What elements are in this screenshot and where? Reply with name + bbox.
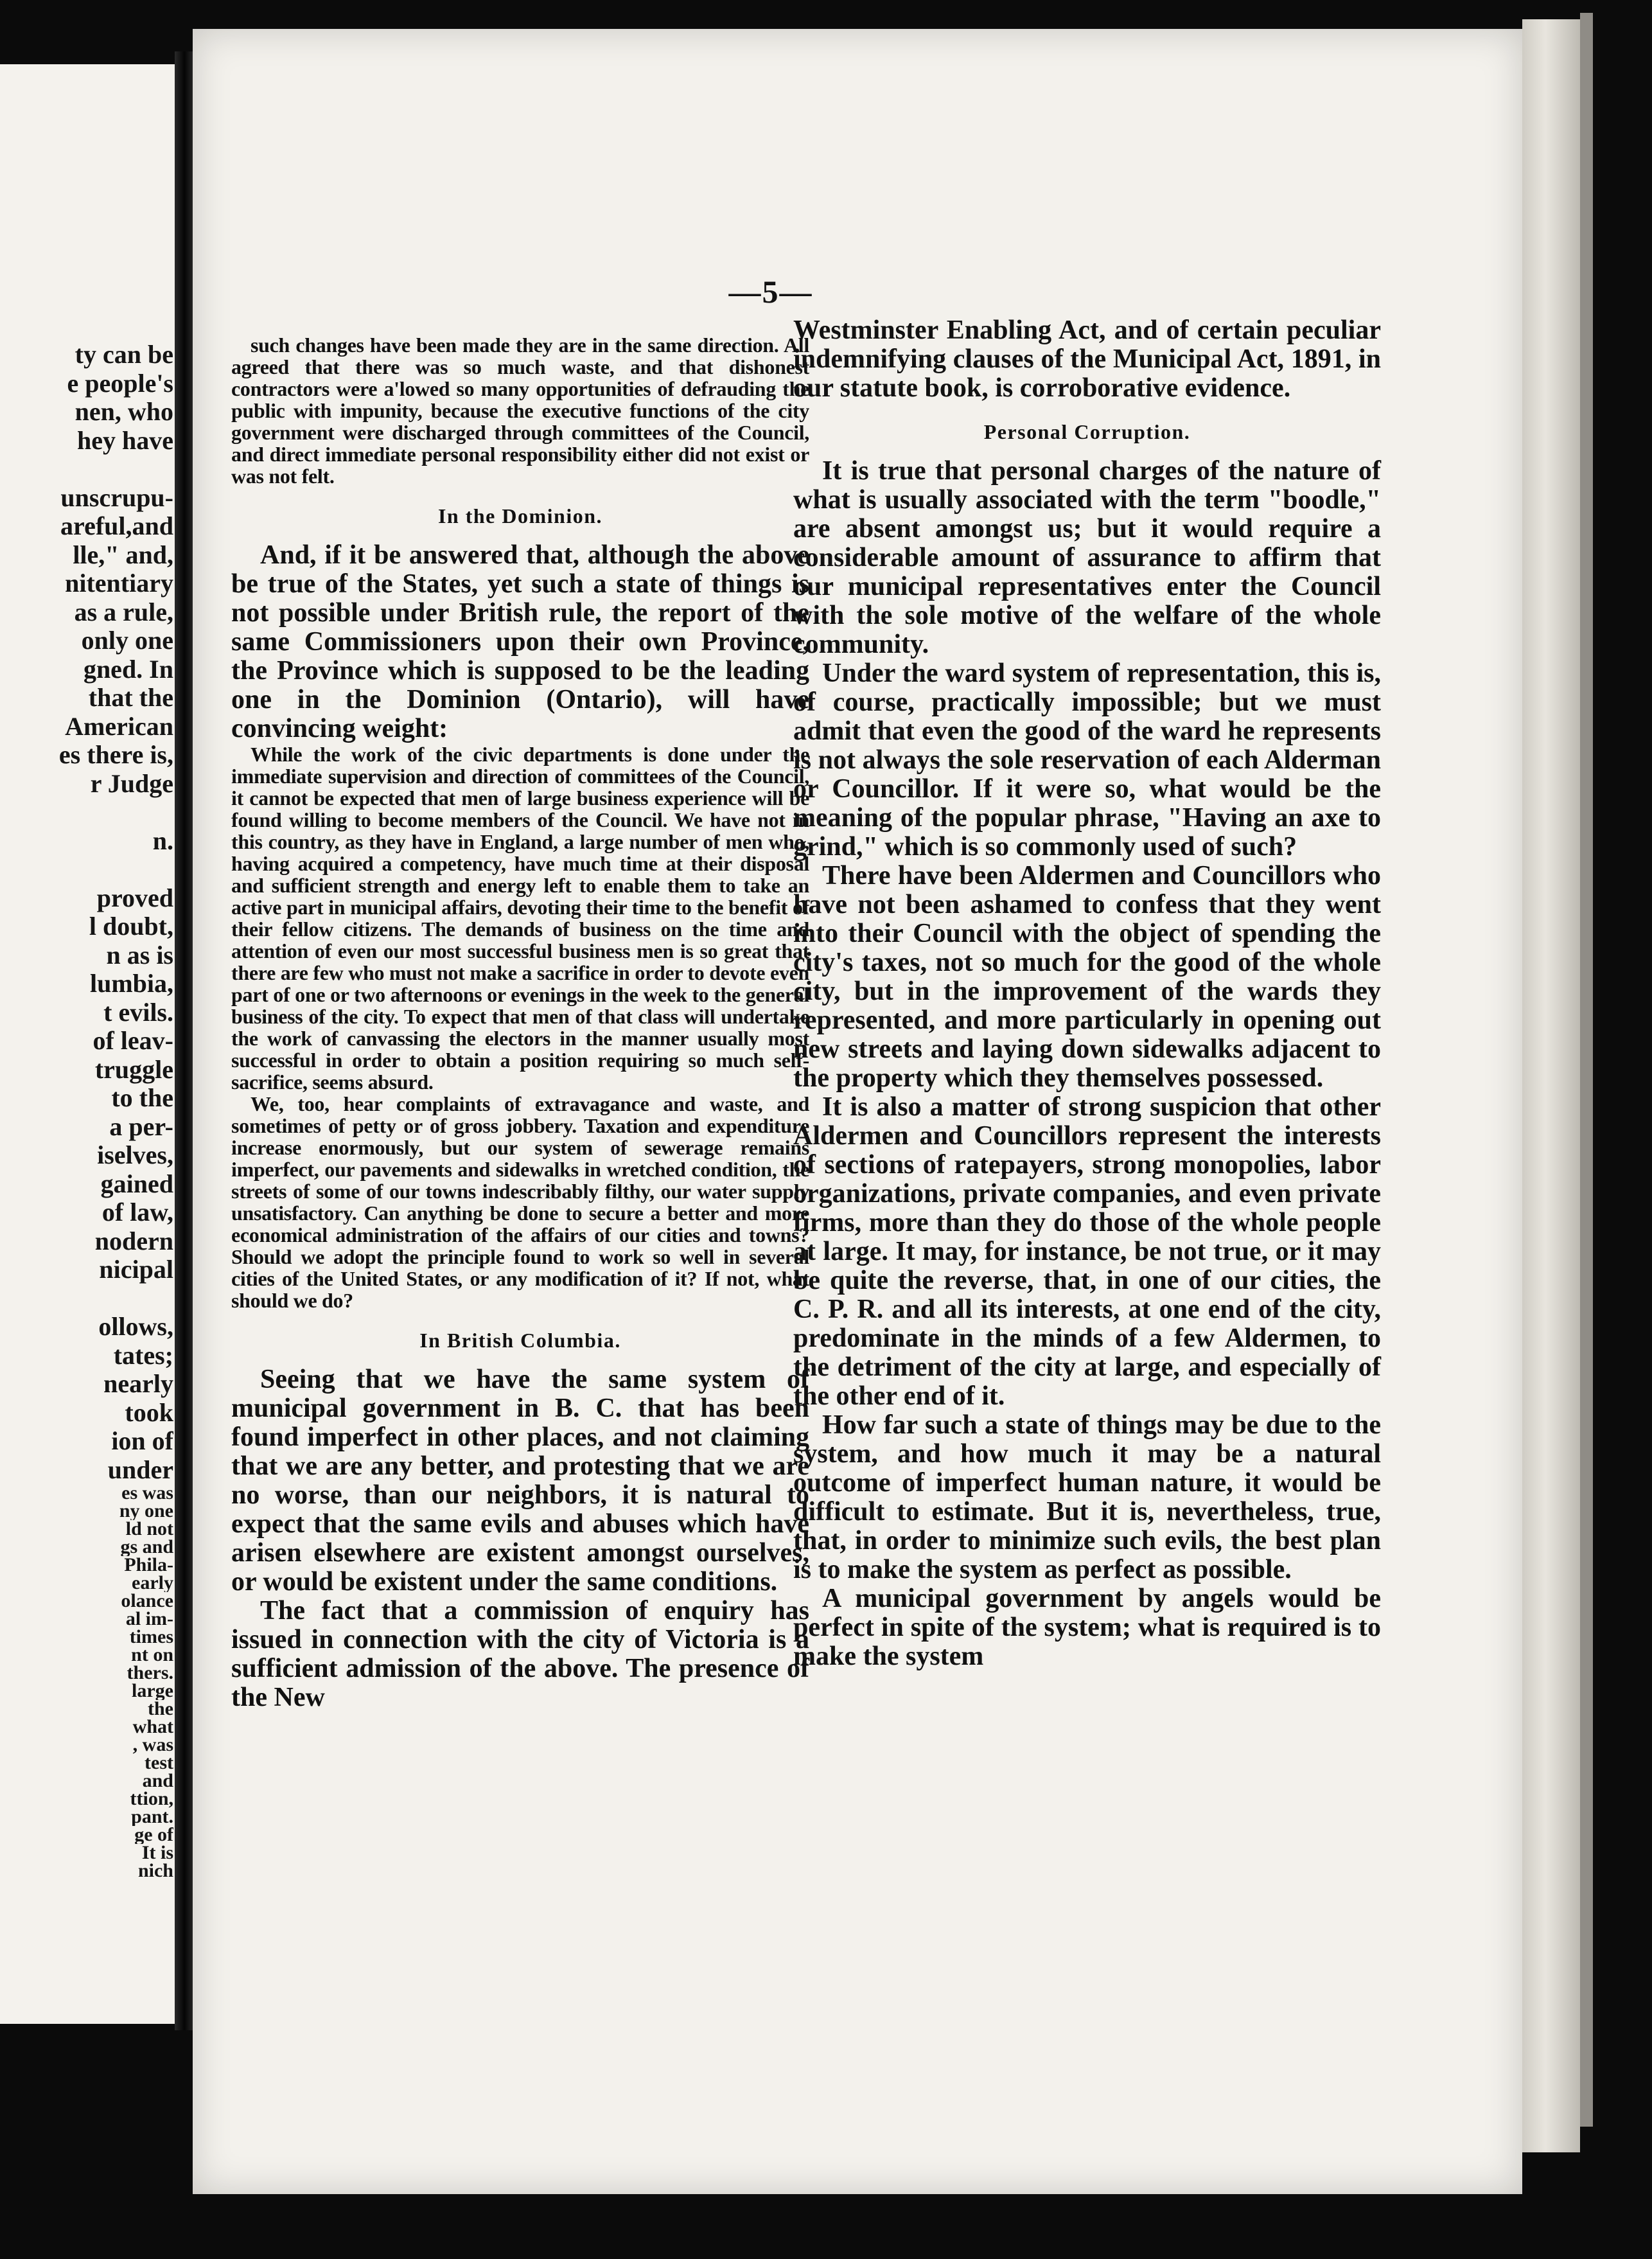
left-page-line: n as is xyxy=(106,941,173,970)
left-page-small-line: what xyxy=(132,1718,173,1736)
left-page-line: nicipal xyxy=(99,1255,173,1284)
left-page-small-line: test xyxy=(145,1754,173,1772)
left-page-line: of law, xyxy=(101,1198,173,1227)
left-page-small-line: times xyxy=(129,1628,173,1646)
page-edge xyxy=(1522,19,1580,2152)
left-page-small-line: es was xyxy=(121,1484,173,1502)
left-page-small-line: gs and xyxy=(120,1538,173,1556)
left-page-line: only one xyxy=(81,626,173,655)
left-page-line: iselves, xyxy=(97,1141,173,1169)
left-page-line: a per- xyxy=(109,1112,173,1141)
left-page-line: gned. In xyxy=(83,655,173,684)
left-page-line: under xyxy=(107,1455,173,1484)
left-page-line: to the xyxy=(111,1084,173,1112)
left-page-text xyxy=(0,341,173,1880)
left-page-line: that the xyxy=(88,684,173,712)
left-page-line: ollows, xyxy=(98,1313,173,1341)
left-page-line: nitentiary xyxy=(65,569,173,598)
left-page-line: proved xyxy=(96,883,173,912)
left-page-small-line: ttion, xyxy=(130,1790,173,1808)
left-page-line: e people's xyxy=(67,369,173,398)
left-page-line: of leav- xyxy=(92,1027,173,1055)
left-page-line xyxy=(0,1284,173,1313)
heading-british-columbia: In British Columbia. xyxy=(419,1329,621,1352)
heading-personal-corruption: Personal Corruption. xyxy=(983,420,1191,443)
left-page-line: American xyxy=(65,712,173,741)
left-page-small-line: thers. xyxy=(127,1664,173,1682)
left-page-small-line: pant. xyxy=(131,1808,173,1826)
left-facing-page xyxy=(0,64,180,2024)
dominion-paragraph: And, if it be answered that, although the above be true of the States, yet such a state of things is not possible under British rule, the report of the same Commissioners upon their own Province, the Province which is supposed to be the leading one in the Dominion (Ontario), will have convincing weight: xyxy=(231,540,809,743)
left-page-line: es there is, xyxy=(58,741,173,769)
left-page-small-line: Phila- xyxy=(124,1556,173,1574)
left-page-line: nen, who xyxy=(75,398,173,426)
left-page-line: truggle xyxy=(94,1055,173,1084)
left-column xyxy=(231,334,809,1712)
ontario-quote: While the work of the civic departments is done under the immediate supervision and direction of committees of the Council, it cannot be expected that men of large business experience will be found willing to become members of the Council. We have not in this country, as they have in England, a large number of men who, having acquired a competency, have much time at their disposal and sufficient strength and energy left to enable them to take an active part in municipal affairs, devoting their time to the benefit of their fellow citizens. The demands of business on the time and attention of even our most successful business men is so great that there are few who must not make a sacrifice in order to devote even part of one or two afternoons or evenings in the week to the general business of the city. To expect that men of that class will undertake the work of canvassing the electors in the manner usually most successful in order to obtain a position requiring so much self-sacrifice, seems absurd. We, too, hear complaints of extravagance and waste, and sometimes of petty or of gross jobbery. Taxation and expenditure increase enormously, but our system of sewerage remains imperfect, our pavements and sidewalks in wretched condition, the streets of some of our towns indescribably filthy, our water supply unsatisfactory. Can anything be done to secure a better and more economical administration of the affairs of our cities and towns? Should we adopt the principle found to work so well in several cities of the United States, or any modification of it? If not, what should we do? xyxy=(231,743,809,1312)
right-column xyxy=(793,316,1381,1671)
left-page-line: r Judge xyxy=(90,769,173,798)
left-page-small-line: nt on xyxy=(131,1646,173,1664)
left-page-line: as a rule, xyxy=(74,598,173,626)
left-page-small-line: large xyxy=(132,1682,173,1700)
left-page-small-line: , was xyxy=(132,1736,173,1754)
left-page-small-line: and xyxy=(142,1772,173,1790)
left-page-small-line: the xyxy=(148,1700,173,1718)
corruption-paragraphs: It is true that personal charges of the nature of what is usually associated with the term "boodle," are absent amongst us; but it would require a considerable amount of assurance to affirm that our municipal representatives enter the Council with the sole motive of the welfare of the whole community. Under the ward system of representation, this is, of course, practically impossible; but we must admit that even the good of the ward he represents is not always the sole reservation of each Alderman or Councillor. If it were so, what would be the meaning of the popular phrase, "Having an axe to grind," which is so commonly used of such? There have been Aldermen and Councillors who have not been ashamed to confess that they went into their Council with the object of spending the city's taxes, not so much for the good of the whole city, but in the improvement of the wards they represented, and more particularly in opening out new streets and laying down sidewalks adjacent to the property which they themselves possessed. It is also a matter of strong suspicion that other Aldermen and Councillors represent the interests of sections of ratepayers, strong monopolies, labor organizations, private companies, and even private firms, more than they do those of the whole people at large. It may, for instance, be not true, or it may be quite the reverse, that, in one of our cities, the C. P. R. and all its interests, at one end of the city, predominate in the minds of a few Aldermen, to the detriment of the city at large, and especially of the other end of it. How far such a state of things may be due to the system, and how much it may be a natural outcome of imperfect human nature, it would be difficult to estimate. But it is, nevertheless, true, that, in order to minimize such evils, the best plan is to make the system as perfect as possible. A municipal government by angels would be perfect in spite of the system; what is required is to make the system xyxy=(793,456,1381,1671)
left-page-small-line: early xyxy=(132,1574,173,1592)
left-page-line: took xyxy=(125,1398,173,1427)
page-number: —5— xyxy=(728,274,813,310)
intro-small-text: such changes have been made they are in the same direction. All agreed that there was so much waste, and that dishonest contractors were a'lowed so many opportunities of defrauding the public with impunity, because the executive functions of the city government were discharged through committees of the Council, and direct immediate personal responsibility either did not exist or was not felt. xyxy=(231,333,809,488)
left-page-line xyxy=(0,855,173,884)
left-page-line: nodern xyxy=(94,1227,173,1255)
left-page-line xyxy=(0,455,173,484)
left-page-line xyxy=(0,798,173,827)
left-page-line: gained xyxy=(100,1169,173,1198)
bc-paragraphs: Seeing that we have the same system of municipal government in B. C. that has been found imperfect in other places, and not claiming that we are any better, and protesting that we are no worse, than our neighbors, it is natural to expect that the same evils and abuses which have arisen elsewhere are existent amongst ourselves, or would be existent under the same conditions. The fact that a commission of enquiry has issued in connection with the city of Victoria is a sufficient admission of the above. The presence of the New xyxy=(231,1365,809,1712)
left-page-line: n. xyxy=(152,826,173,855)
left-page-small-line: olance xyxy=(121,1592,173,1610)
left-page-line: lle," and, xyxy=(73,540,173,569)
heading-dominion: In the Dominion. xyxy=(437,504,603,527)
page-edge-shadow xyxy=(1580,13,1593,2127)
left-page-small-line: ld not xyxy=(125,1520,173,1538)
left-page-line: nearly xyxy=(103,1370,173,1398)
right-intro: Westminster Enabling Act, and of certain peculiar indemnifying clauses of the Municipal Act, 1891, in our statute book, is corroborative evidence. xyxy=(793,315,1381,403)
left-page-line: t evils. xyxy=(103,998,173,1027)
left-page-small-line: It is xyxy=(141,1844,173,1862)
left-page-line: hey have xyxy=(77,426,173,455)
left-page-small-line: ge of xyxy=(134,1826,173,1844)
book-spine xyxy=(175,51,194,2030)
left-page-small-line: ny one xyxy=(119,1502,173,1520)
left-page-line: ty can be xyxy=(75,341,173,369)
left-page-small-line: al im- xyxy=(125,1610,173,1628)
left-page-line: ion of xyxy=(111,1427,173,1455)
left-page-small-line: nich xyxy=(137,1862,173,1880)
left-page-line: areful,and xyxy=(60,512,173,540)
left-page-line: l doubt, xyxy=(89,912,173,941)
left-page-line: lumbia, xyxy=(89,970,173,998)
left-page-line: tates; xyxy=(113,1341,173,1370)
left-page-line: unscrupu- xyxy=(60,483,173,512)
